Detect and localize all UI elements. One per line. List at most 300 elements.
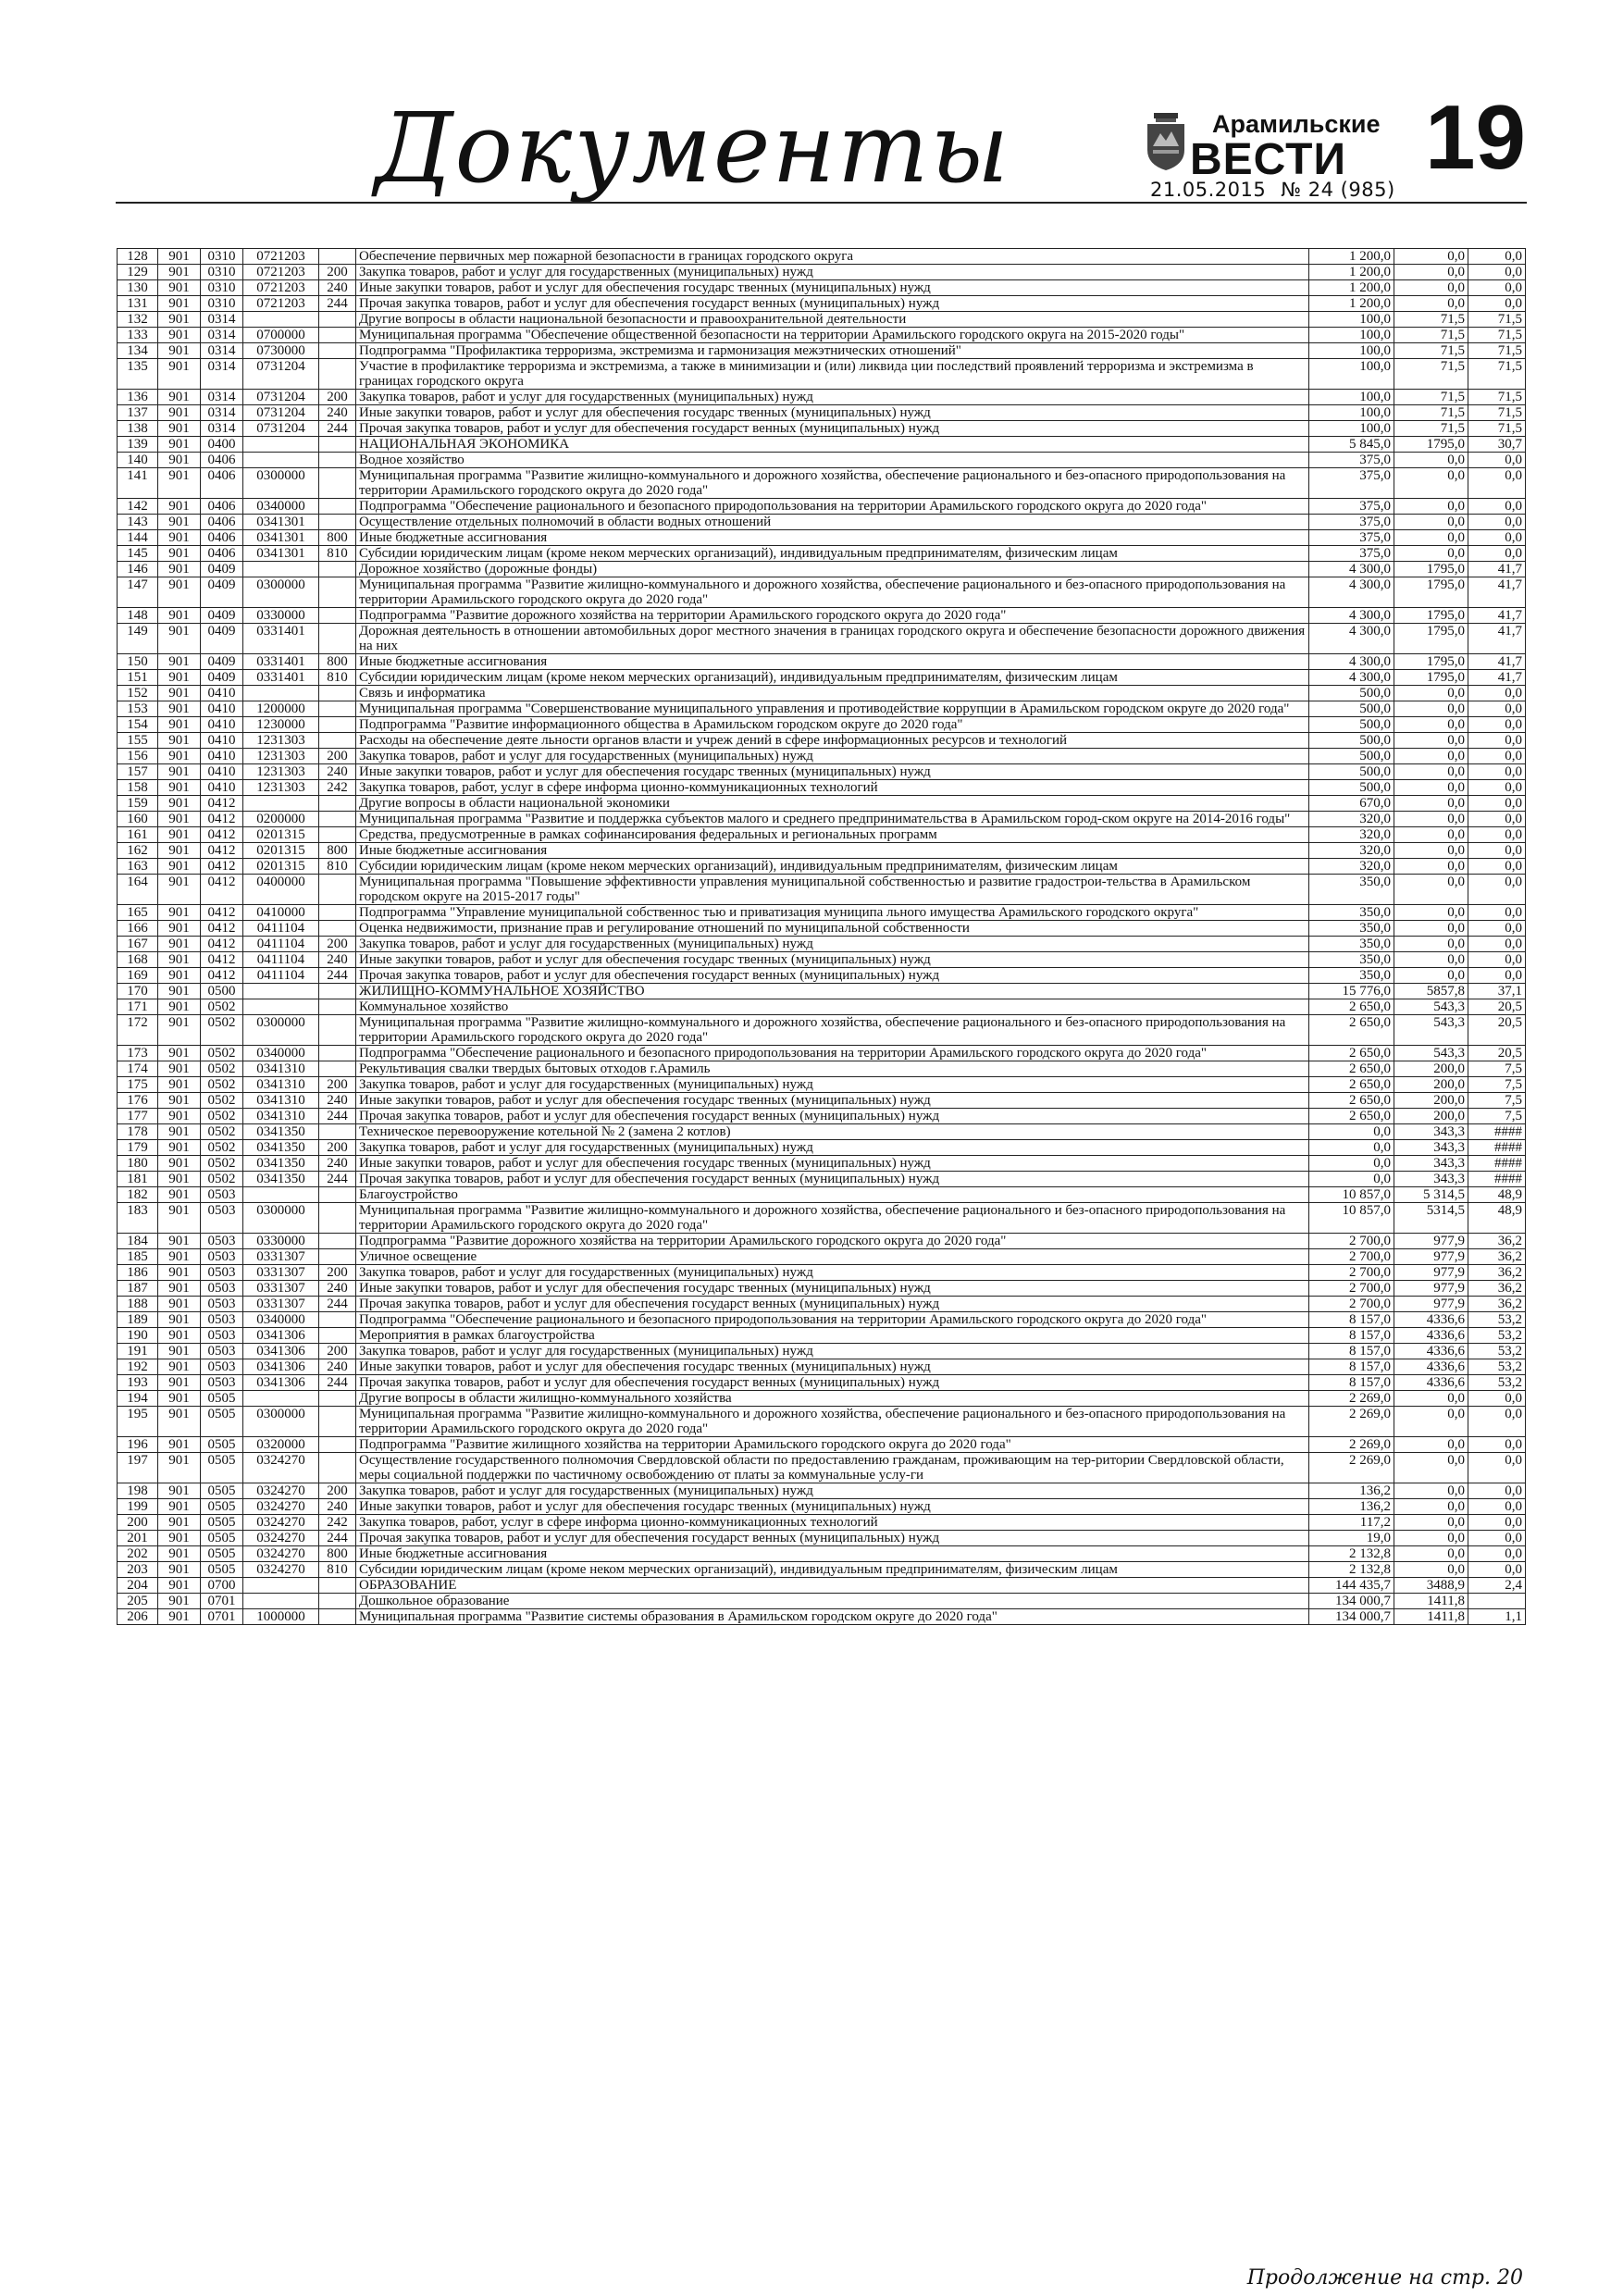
target-code: 0410000 <box>243 905 319 921</box>
target-code: 0331307 <box>243 1281 319 1297</box>
target-code: 0341310 <box>243 1077 319 1093</box>
target-code: 0411104 <box>243 937 319 952</box>
expense-type <box>319 1437 356 1453</box>
section-code: 0410 <box>201 686 243 701</box>
table-row <box>118 670 1526 686</box>
gov-code: 901 <box>158 1312 201 1328</box>
row-number: 193 <box>118 1375 158 1391</box>
plan-amount: 0,0 <box>1309 1140 1394 1156</box>
executed-amount: 200,0 <box>1394 1077 1468 1093</box>
percent-executed: 0,0 <box>1468 1483 1526 1499</box>
row-number: 194 <box>118 1391 158 1407</box>
table-row <box>118 1515 1526 1531</box>
table-row <box>118 1437 1526 1453</box>
expense-type: 200 <box>319 1140 356 1156</box>
row-description: Иные бюджетные ассигнования <box>356 654 1309 670</box>
gov-code: 901 <box>158 562 201 577</box>
table-row <box>118 686 1526 701</box>
percent-executed: 71,5 <box>1468 343 1526 359</box>
percent-executed <box>1468 1594 1526 1609</box>
executed-amount: 1411,8 <box>1394 1594 1468 1609</box>
row-description: Муниципальная программа "Развитие и поддержка субъектов малого и среднего предпринимательства в Арамильском город-ском округе на 2014-2016 годы" <box>356 812 1309 827</box>
table-row <box>118 1578 1526 1594</box>
expense-type <box>319 1046 356 1061</box>
table-row <box>118 1407 1526 1437</box>
executed-amount: 0,0 <box>1394 280 1468 296</box>
row-description: Другие вопросы в области национальной безопасности и правоохранительной деятельности <box>356 312 1309 328</box>
plan-amount: 2 700,0 <box>1309 1297 1394 1312</box>
expense-type: 244 <box>319 1109 356 1124</box>
table-row <box>118 937 1526 952</box>
plan-amount: 375,0 <box>1309 468 1394 499</box>
row-number: 174 <box>118 1061 158 1077</box>
newspaper-logo <box>1146 104 1381 184</box>
executed-amount: 543,3 <box>1394 999 1468 1015</box>
executed-amount: 1795,0 <box>1394 670 1468 686</box>
row-description: Закупка товаров, работ и услуг для государственных (муниципальных) нужд <box>356 937 1309 952</box>
section-code: 0409 <box>201 577 243 608</box>
executed-amount: 71,5 <box>1394 328 1468 343</box>
section-code: 0412 <box>201 875 243 905</box>
gov-code: 901 <box>158 827 201 843</box>
row-description: Субсидии юридическим лицам (кроме неком мерческих организаций), индивидуальным предпринимателям, физическим лицам <box>356 1562 1309 1578</box>
plan-amount: 2 269,0 <box>1309 1407 1394 1437</box>
section-code: 0500 <box>201 984 243 999</box>
executed-amount: 343,3 <box>1394 1140 1468 1156</box>
expense-type: 242 <box>319 1515 356 1531</box>
section-code: 0412 <box>201 937 243 952</box>
row-number: 145 <box>118 546 158 562</box>
gov-code: 901 <box>158 1234 201 1249</box>
row-description: Закупка товаров, работ, услуг в сфере информа ционно-коммуникационных технологий <box>356 780 1309 796</box>
percent-executed: 53,2 <box>1468 1312 1526 1328</box>
row-description: Подпрограмма "Развитие жилищного хозяйства на территории Арамильского городского округа до 2020 года" <box>356 1437 1309 1453</box>
target-code: 0411104 <box>243 952 319 968</box>
target-code <box>243 1594 319 1609</box>
executed-amount: 1795,0 <box>1394 437 1468 453</box>
table-row <box>118 1203 1526 1234</box>
percent-executed: 20,5 <box>1468 1015 1526 1046</box>
executed-amount: 0,0 <box>1394 905 1468 921</box>
page-number: 19 <box>1425 86 1527 188</box>
percent-executed: 41,7 <box>1468 562 1526 577</box>
executed-amount: 343,3 <box>1394 1124 1468 1140</box>
table-row <box>118 1375 1526 1391</box>
executed-amount: 1411,8 <box>1394 1609 1468 1625</box>
target-code: 0340000 <box>243 1046 319 1061</box>
executed-amount: 0,0 <box>1394 1391 1468 1407</box>
expense-type <box>319 1609 356 1625</box>
percent-executed: 36,2 <box>1468 1265 1526 1281</box>
row-description: Муниципальная программа "Развитие жилищно-коммунального и дорожного хозяйства, обеспечение рационального и без-опасного природопользования на территории Арамильского городского округа до 2020 года" <box>356 1407 1309 1437</box>
table-row <box>118 1156 1526 1172</box>
executed-amount: 0,0 <box>1394 875 1468 905</box>
gov-code: 901 <box>158 1187 201 1203</box>
percent-executed: 71,5 <box>1468 312 1526 328</box>
table-row <box>118 1093 1526 1109</box>
row-description: Муниципальная программа "Совершенствование муниципального управления и противодействие коррупции в Арамильском городском округе до 2020 года" <box>356 701 1309 717</box>
row-number: 137 <box>118 405 158 421</box>
plan-amount: 1 200,0 <box>1309 265 1394 280</box>
row-number: 139 <box>118 437 158 453</box>
percent-executed: 0,0 <box>1468 499 1526 515</box>
table-row <box>118 1344 1526 1359</box>
expense-type <box>319 1187 356 1203</box>
gov-code: 901 <box>158 875 201 905</box>
expense-type: 800 <box>319 1546 356 1562</box>
gov-code: 901 <box>158 468 201 499</box>
executed-amount: 0,0 <box>1394 1546 1468 1562</box>
expense-type <box>319 984 356 999</box>
percent-executed: 0,0 <box>1468 733 1526 749</box>
gov-code: 901 <box>158 1297 201 1312</box>
section-code: 0412 <box>201 859 243 875</box>
section-code: 0410 <box>201 780 243 796</box>
percent-executed: 0,0 <box>1468 937 1526 952</box>
section-code: 0505 <box>201 1391 243 1407</box>
row-number: 155 <box>118 733 158 749</box>
gov-code: 901 <box>158 1499 201 1515</box>
table-row <box>118 1124 1526 1140</box>
percent-executed: 0,0 <box>1468 701 1526 717</box>
executed-amount: 0,0 <box>1394 265 1468 280</box>
percent-executed: 0,0 <box>1468 686 1526 701</box>
row-number: 146 <box>118 562 158 577</box>
executed-amount: 0,0 <box>1394 749 1468 764</box>
issue-date: 21.05.2015 <box>1150 179 1267 201</box>
plan-amount: 350,0 <box>1309 952 1394 968</box>
table-row <box>118 859 1526 875</box>
plan-amount: 134 000,7 <box>1309 1609 1394 1625</box>
row-number: 187 <box>118 1281 158 1297</box>
gov-code: 901 <box>158 1531 201 1546</box>
plan-amount: 8 157,0 <box>1309 1312 1394 1328</box>
plan-amount: 320,0 <box>1309 843 1394 859</box>
row-description: Подпрограмма "Обеспечение рационального и безопасного природопользования на территории Арамильского городского округа до 2020 года" <box>356 499 1309 515</box>
row-description: Прочая закупка товаров, работ и услуг для обеспечения государст венных (муниципальных) нужд <box>356 1531 1309 1546</box>
executed-amount: 71,5 <box>1394 343 1468 359</box>
section-code: 0505 <box>201 1453 243 1483</box>
percent-executed: 0,0 <box>1468 546 1526 562</box>
row-number: 168 <box>118 952 158 968</box>
percent-executed: 0,0 <box>1468 468 1526 499</box>
row-description: Муниципальная программа "Развитие жилищно-коммунального и дорожного хозяйства, обеспечение рационального и без-опасного природопользования на территории Арамильского городского округа до 2020 года" <box>356 468 1309 499</box>
target-code <box>243 984 319 999</box>
section-code: 0505 <box>201 1437 243 1453</box>
expense-type: 200 <box>319 265 356 280</box>
row-number: 184 <box>118 1234 158 1249</box>
gov-code: 901 <box>158 859 201 875</box>
expense-type <box>319 1015 356 1046</box>
row-number: 130 <box>118 280 158 296</box>
row-description: Иные бюджетные ассигнования <box>356 843 1309 859</box>
expense-type <box>319 249 356 265</box>
plan-amount: 19,0 <box>1309 1531 1394 1546</box>
row-number: 167 <box>118 937 158 952</box>
executed-amount: 5857,8 <box>1394 984 1468 999</box>
table-row <box>118 905 1526 921</box>
issue-info <box>1150 180 1410 200</box>
percent-executed: 0,0 <box>1468 1453 1526 1483</box>
gov-code: 901 <box>158 1453 201 1483</box>
row-description: Подпрограмма "Развитие дорожного хозяйства на территории Арамильского городского округа до 2020 года" <box>356 1234 1309 1249</box>
row-number: 197 <box>118 1453 158 1483</box>
table-row <box>118 1046 1526 1061</box>
gov-code: 901 <box>158 530 201 546</box>
target-code: 0341310 <box>243 1109 319 1124</box>
target-code <box>243 1578 319 1594</box>
target-code: 1200000 <box>243 701 319 717</box>
row-description: Иные закупки товаров, работ и услуг для обеспечения государс твенных (муниципальных) нужд <box>356 1093 1309 1109</box>
percent-executed: 0,0 <box>1468 717 1526 733</box>
table-row <box>118 1249 1526 1265</box>
row-description: Водное хозяйство <box>356 453 1309 468</box>
section-code: 0503 <box>201 1297 243 1312</box>
row-number: 188 <box>118 1297 158 1312</box>
table-row <box>118 499 1526 515</box>
percent-executed: 0,0 <box>1468 1391 1526 1407</box>
row-number: 152 <box>118 686 158 701</box>
row-number: 162 <box>118 843 158 859</box>
percent-executed: 7,5 <box>1468 1077 1526 1093</box>
target-code: 0320000 <box>243 1437 319 1453</box>
row-number: 201 <box>118 1531 158 1546</box>
row-number: 183 <box>118 1203 158 1234</box>
plan-amount: 500,0 <box>1309 749 1394 764</box>
percent-executed: 7,5 <box>1468 1093 1526 1109</box>
percent-executed: 0,0 <box>1468 1499 1526 1515</box>
target-code: 1000000 <box>243 1609 319 1625</box>
plan-amount: 0,0 <box>1309 1124 1394 1140</box>
row-number: 169 <box>118 968 158 984</box>
gov-code: 901 <box>158 546 201 562</box>
target-code: 0340000 <box>243 1312 319 1328</box>
gov-code: 901 <box>158 984 201 999</box>
row-description: Закупка товаров, работ и услуг для государственных (муниципальных) нужд <box>356 1265 1309 1281</box>
row-number: 133 <box>118 328 158 343</box>
plan-amount: 1 200,0 <box>1309 280 1394 296</box>
expense-type: 200 <box>319 1344 356 1359</box>
expense-type <box>319 1594 356 1609</box>
gov-code: 901 <box>158 499 201 515</box>
section-code: 0314 <box>201 328 243 343</box>
executed-amount: 71,5 <box>1394 405 1468 421</box>
expense-type: 240 <box>319 1499 356 1515</box>
gov-code: 901 <box>158 654 201 670</box>
executed-amount: 543,3 <box>1394 1046 1468 1061</box>
executed-amount: 0,0 <box>1394 796 1468 812</box>
plan-amount: 100,0 <box>1309 343 1394 359</box>
expense-type <box>319 733 356 749</box>
percent-executed: 53,2 <box>1468 1375 1526 1391</box>
row-number: 144 <box>118 530 158 546</box>
table-row <box>118 1109 1526 1124</box>
gov-code: 901 <box>158 937 201 952</box>
executed-amount: 0,0 <box>1394 733 1468 749</box>
table-row <box>118 546 1526 562</box>
row-description: Муниципальная программа "Обеспечение общественной безопасности на территории Арамильского городского округа на 2015-2020 годы" <box>356 328 1309 343</box>
target-code: 0324270 <box>243 1546 319 1562</box>
target-code: 0341301 <box>243 530 319 546</box>
row-number: 170 <box>118 984 158 999</box>
table-row <box>118 624 1526 654</box>
row-description: Прочая закупка товаров, работ и услуг для обеспечения государст венных (муниципальных) нужд <box>356 1109 1309 1124</box>
section-code: 0505 <box>201 1531 243 1546</box>
percent-executed: 0,0 <box>1468 905 1526 921</box>
target-code: 0341306 <box>243 1375 319 1391</box>
row-description: Связь и информатика <box>356 686 1309 701</box>
gov-code: 901 <box>158 405 201 421</box>
row-number: 181 <box>118 1172 158 1187</box>
table-row <box>118 296 1526 312</box>
executed-amount: 4336,6 <box>1394 1328 1468 1344</box>
section-code: 0502 <box>201 999 243 1015</box>
row-description: Другие вопросы в области национальной экономики <box>356 796 1309 812</box>
expense-type: 244 <box>319 1375 356 1391</box>
plan-amount: 4 300,0 <box>1309 562 1394 577</box>
target-code: 1231303 <box>243 733 319 749</box>
section-code: 0412 <box>201 905 243 921</box>
plan-amount: 4 300,0 <box>1309 624 1394 654</box>
gov-code: 901 <box>158 921 201 937</box>
gov-code: 901 <box>158 1359 201 1375</box>
plan-amount: 10 857,0 <box>1309 1187 1394 1203</box>
table-row <box>118 984 1526 999</box>
executed-amount: 0,0 <box>1394 780 1468 796</box>
percent-executed: 36,2 <box>1468 1297 1526 1312</box>
plan-amount: 670,0 <box>1309 796 1394 812</box>
section-code: 0410 <box>201 749 243 764</box>
section-code: 0503 <box>201 1375 243 1391</box>
executed-amount: 343,3 <box>1394 1156 1468 1172</box>
section-code: 0503 <box>201 1187 243 1203</box>
percent-executed: 0,0 <box>1468 780 1526 796</box>
expense-type <box>319 608 356 624</box>
gov-code: 901 <box>158 1140 201 1156</box>
expense-type <box>319 812 356 827</box>
target-code: 0330000 <box>243 608 319 624</box>
target-code: 0324270 <box>243 1499 319 1515</box>
row-number: 161 <box>118 827 158 843</box>
table-row <box>118 827 1526 843</box>
target-code: 0201315 <box>243 827 319 843</box>
gov-code: 901 <box>158 733 201 749</box>
gov-code: 901 <box>158 999 201 1015</box>
row-description: Обеспечение первичных мер пожарной безопасности в границах городского округа <box>356 249 1309 265</box>
target-code <box>243 686 319 701</box>
table-row <box>118 733 1526 749</box>
row-number: 141 <box>118 468 158 499</box>
row-number: 203 <box>118 1562 158 1578</box>
expense-type: 242 <box>319 780 356 796</box>
section-code: 0503 <box>201 1328 243 1344</box>
row-description: Прочая закупка товаров, работ и услуг для обеспечения государст венных (муниципальных) нужд <box>356 1172 1309 1187</box>
budget-table-body <box>118 249 1526 1625</box>
executed-amount: 0,0 <box>1394 827 1468 843</box>
executed-amount: 0,0 <box>1394 499 1468 515</box>
table-row <box>118 1359 1526 1375</box>
target-code <box>243 1187 319 1203</box>
row-number: 182 <box>118 1187 158 1203</box>
plan-amount: 500,0 <box>1309 780 1394 796</box>
plan-amount: 2 132,8 <box>1309 1546 1394 1562</box>
percent-executed: 0,0 <box>1468 1437 1526 1453</box>
row-number: 140 <box>118 453 158 468</box>
target-code: 0721203 <box>243 296 319 312</box>
row-number: 200 <box>118 1515 158 1531</box>
target-code: 0341301 <box>243 546 319 562</box>
target-code: 0200000 <box>243 812 319 827</box>
section-code: 0505 <box>201 1499 243 1515</box>
expense-type: 244 <box>319 296 356 312</box>
table-row <box>118 1562 1526 1578</box>
percent-executed: 0,0 <box>1468 859 1526 875</box>
plan-amount: 500,0 <box>1309 717 1394 733</box>
row-number: 143 <box>118 515 158 530</box>
section-code: 0409 <box>201 608 243 624</box>
target-code: 0331401 <box>243 624 319 654</box>
table-row <box>118 1297 1526 1312</box>
plan-amount: 350,0 <box>1309 937 1394 952</box>
row-description: Закупка товаров, работ и услуг для государственных (муниципальных) нужд <box>356 1483 1309 1499</box>
percent-executed: 0,0 <box>1468 1531 1526 1546</box>
row-description: Средства, предусмотренные в рамках софинансирования федеральных и региональных программ <box>356 827 1309 843</box>
gov-code: 901 <box>158 1249 201 1265</box>
row-description: Закупка товаров, работ и услуг для государственных (муниципальных) нужд <box>356 1140 1309 1156</box>
expense-type <box>319 686 356 701</box>
section-code: 0502 <box>201 1046 243 1061</box>
row-number: 165 <box>118 905 158 921</box>
row-number: 166 <box>118 921 158 937</box>
percent-executed: 41,7 <box>1468 608 1526 624</box>
expense-type <box>319 468 356 499</box>
continued-note: Продолжение на стр. 20 <box>1246 2266 1523 2290</box>
table-row <box>118 405 1526 421</box>
gov-code: 901 <box>158 1093 201 1109</box>
expense-type: 200 <box>319 1077 356 1093</box>
plan-amount: 0,0 <box>1309 1156 1394 1172</box>
expense-type <box>319 999 356 1015</box>
expense-type <box>319 577 356 608</box>
percent-executed: 0,0 <box>1468 827 1526 843</box>
expense-type <box>319 312 356 328</box>
row-description: Иные закупки товаров, работ и услуг для обеспечения государс твенных (муниципальных) нужд <box>356 1359 1309 1375</box>
expense-type <box>319 1249 356 1265</box>
plan-amount: 4 300,0 <box>1309 670 1394 686</box>
gov-code: 901 <box>158 1546 201 1562</box>
executed-amount: 977,9 <box>1394 1297 1468 1312</box>
row-description: Расходы на обеспечение деяте льности органов власти и учреж дений в сфере информационных ресурсов и технологий <box>356 733 1309 749</box>
row-description: Участие в профилактике терроризма и экстремизма, а также в минимизации и (или) ликвида ции последствий проявлений терроризма и экстремизма в границах городского округа <box>356 359 1309 390</box>
plan-amount: 0,0 <box>1309 1172 1394 1187</box>
expense-type <box>319 328 356 343</box>
expense-type <box>319 796 356 812</box>
section-code: 0314 <box>201 405 243 421</box>
row-number: 129 <box>118 265 158 280</box>
expense-type: 240 <box>319 1359 356 1375</box>
section-code: 0502 <box>201 1156 243 1172</box>
percent-executed: 0,0 <box>1468 280 1526 296</box>
expense-type <box>319 1407 356 1437</box>
target-code: 0731204 <box>243 405 319 421</box>
percent-executed: 36,2 <box>1468 1281 1526 1297</box>
section-code: 0410 <box>201 717 243 733</box>
row-description: Иные закупки товаров, работ и услуг для обеспечения государс твенных (муниципальных) нужд <box>356 1281 1309 1297</box>
section-code: 0314 <box>201 312 243 328</box>
table-row <box>118 1453 1526 1483</box>
row-number: 134 <box>118 343 158 359</box>
row-description: Рекультивация свалки твердых бытовых отходов г.Арамиль <box>356 1061 1309 1077</box>
